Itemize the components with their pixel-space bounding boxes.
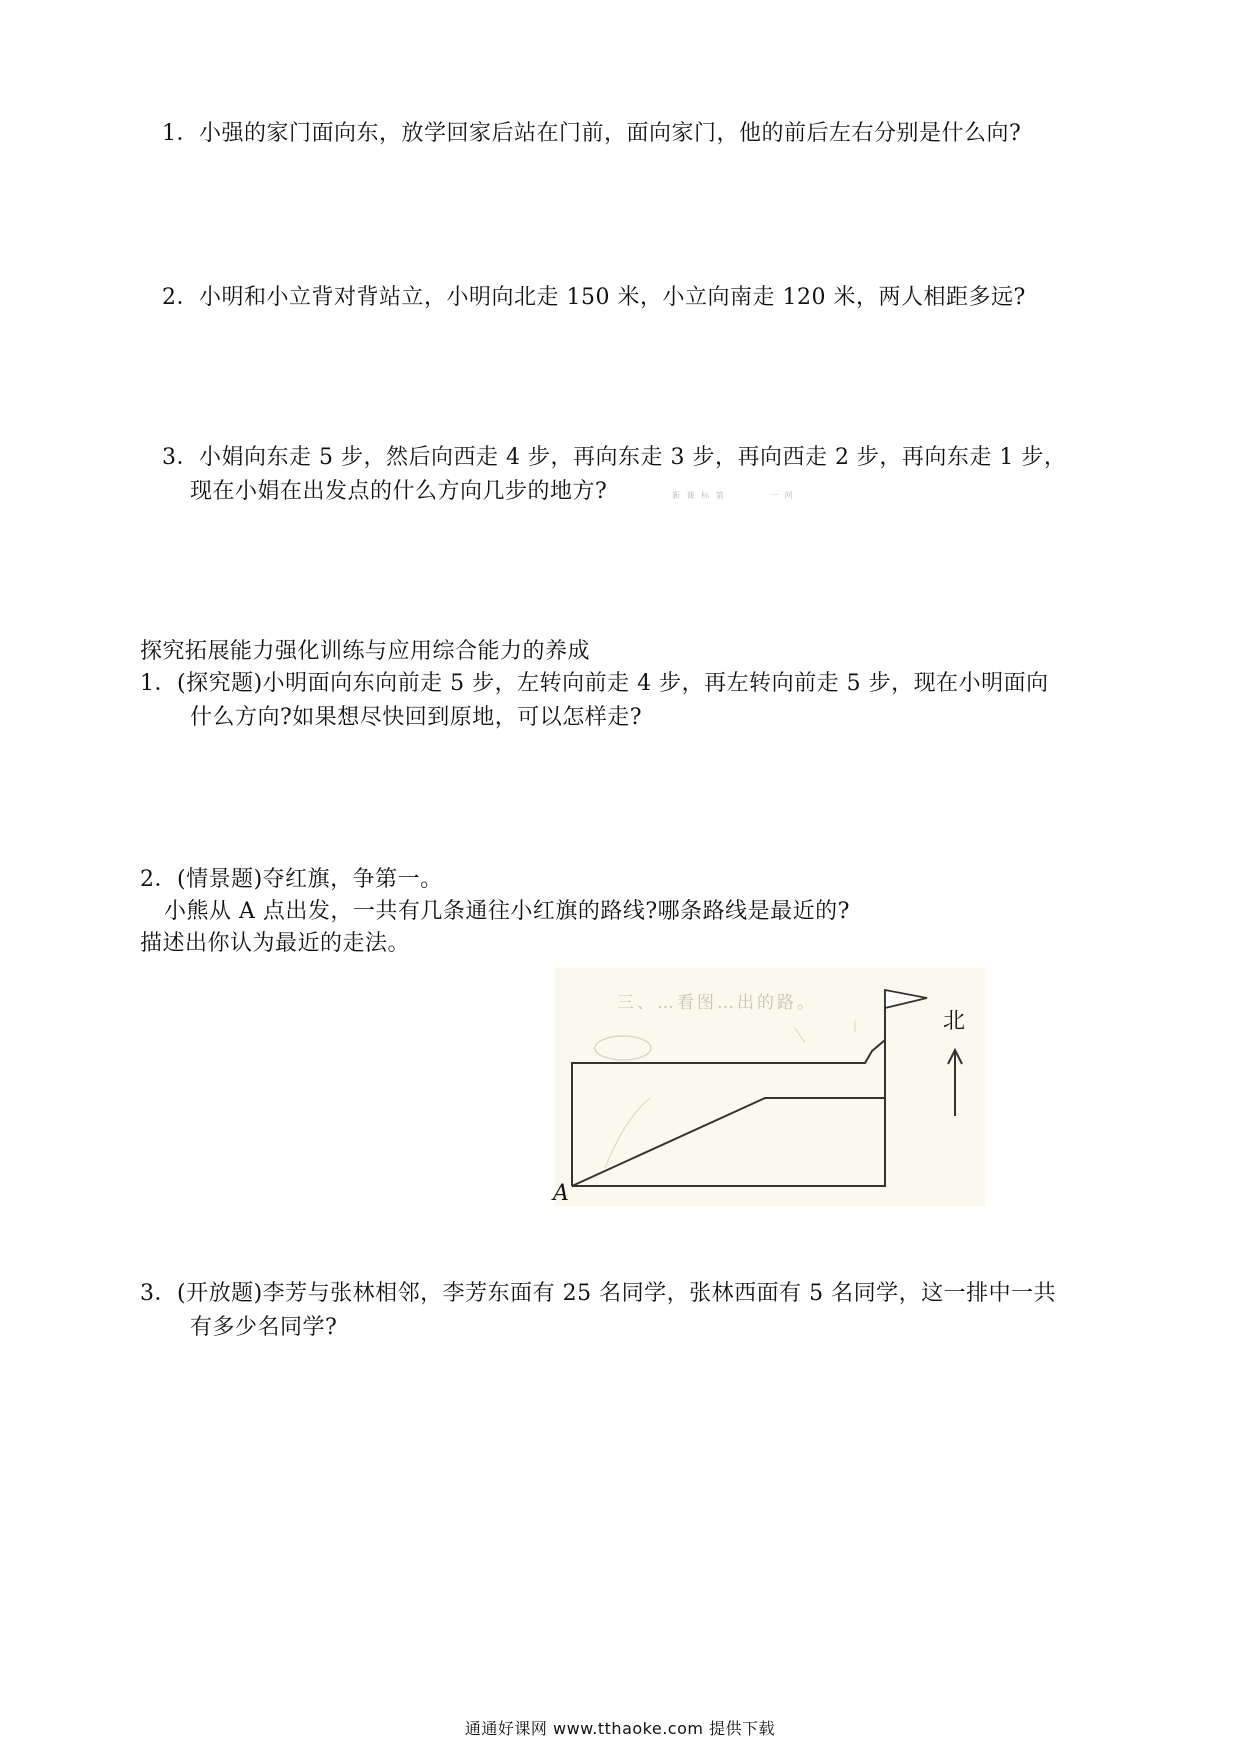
north-arrow-icon <box>948 1050 962 1116</box>
north-label: 北 <box>943 1009 966 1034</box>
question-1: 1．小强的家门面向东，放学回家后站在门前，面向家门，他的前后左右分别是什么向? <box>162 121 1022 146</box>
route-figure <box>555 968 985 1206</box>
question-3-line-1: 3．小娟向东走 5 步，然后向西走 4 步，再向东走 3 步，再向西走 2 步，再向东走 1 步， <box>162 445 1067 470</box>
faint-watermark-a: 新 课 标 第 <box>672 491 726 500</box>
explore-question-2-line-3: 描述出你认为最近的走法。 <box>140 931 411 956</box>
route-bottom <box>572 1098 885 1186</box>
faded-figure-text: 三、…看图…出的路。 <box>617 993 817 1013</box>
faint-watermark-b: 一 网 <box>770 491 795 500</box>
explore-question-3-line-2: 有多少名同学? <box>190 1315 338 1340</box>
route-diagram <box>555 968 985 1206</box>
explore-question-3-line-1: 3．(开放题)李芳与张林相邻，李芳东面有 25 名同学，张林西面有 5 名同学，这一排中一共 <box>140 1281 1057 1306</box>
explore-question-2-line-2: 小熊从 A 点出发，一共有几条通往小红旗的路线?哪条路线是最近的? <box>164 899 850 924</box>
question-3-line-2: 现在小娟在出发点的什么方向几步的地方? <box>190 479 608 504</box>
question-2: 2．小明和小立背对背站立，小明向北走 150 米，小立向南走 120 米，两人相距多远? <box>162 285 1026 310</box>
section-title: 探究拓展能力强化训练与应用综合能力的养成 <box>140 639 591 664</box>
footer-source: 通通好课网 www.tthaoke.com 提供下载 <box>464 1719 776 1738</box>
point-a-label: A <box>553 1181 569 1206</box>
flag-icon <box>885 990 927 1040</box>
explore-question-1-line-2: 什么方向?如果想尽快回到原地，可以怎样走? <box>190 705 643 730</box>
explore-question-2-line-1: 2．(情景题)夺红旗，争第一。 <box>140 867 443 892</box>
explore-question-1-line-1: 1．(探究题)小明面向东向前走 5 步，左转向前走 4 步，再左转向前走 5 步，现在小明面向 <box>140 671 1049 696</box>
